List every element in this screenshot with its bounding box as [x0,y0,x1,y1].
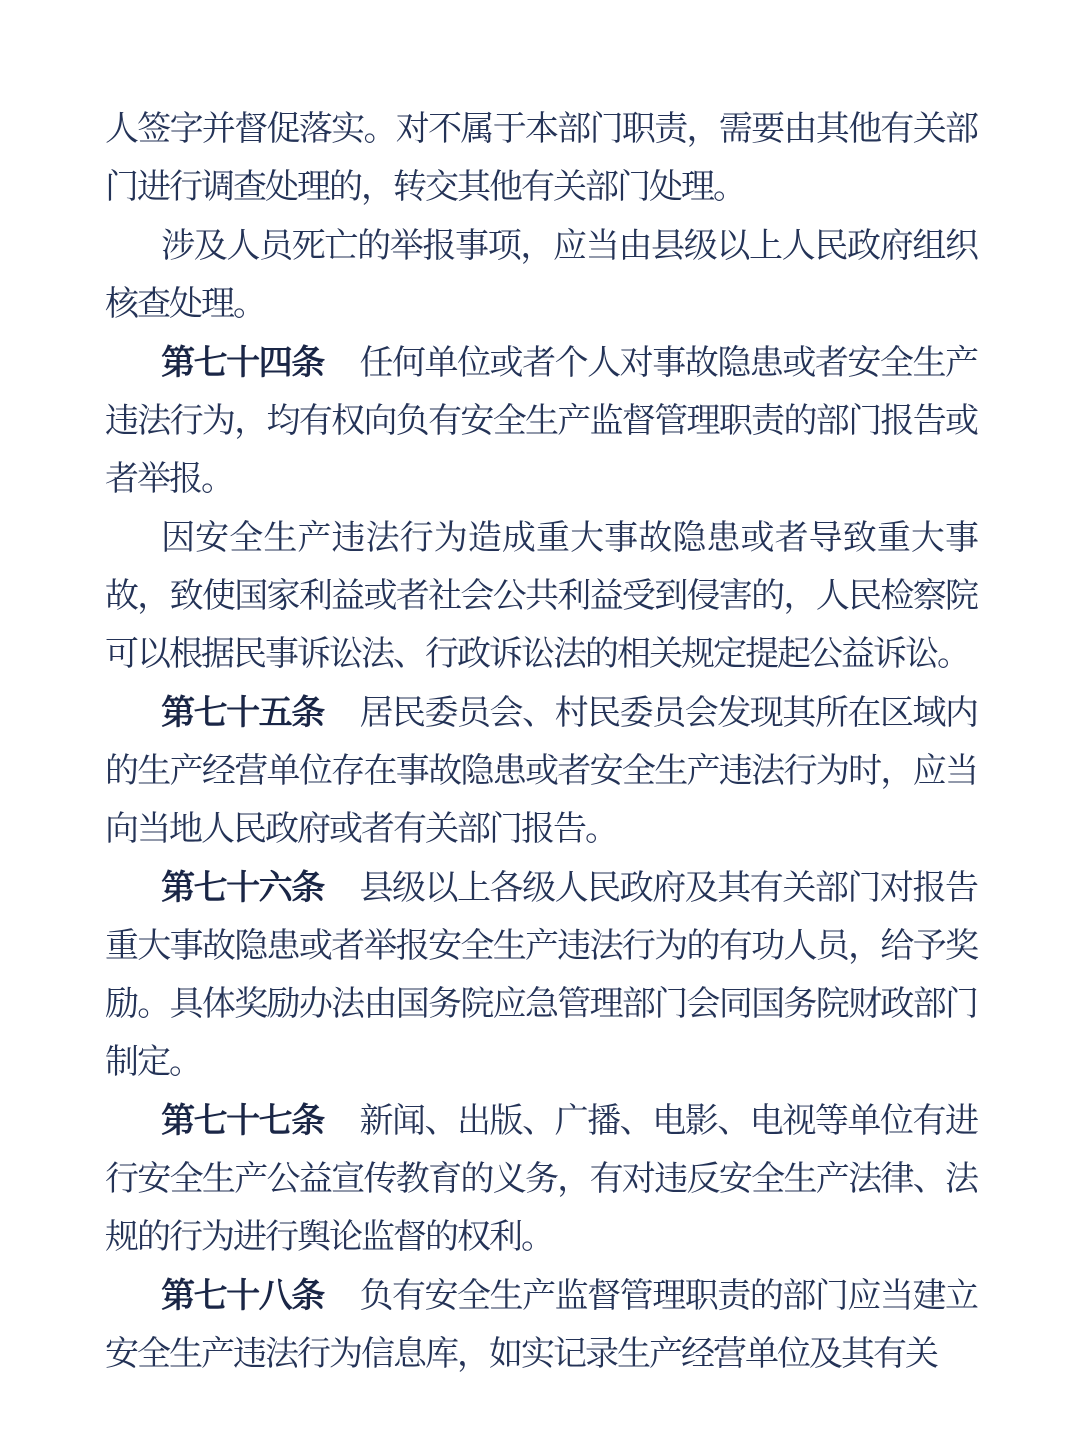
paragraph-text: 新闻、出版、广播、电影、电视等单位有进行安全生产公益宣传教育的义务，有对违反安全生产法律、法规的行为进行舆论监督的权利。 [105,1103,977,1256]
paragraph-text: 人签字并督促落实。对不属于本部门职责，需要由其他有关部门进行调查处理的，转交其他有关部门处理。 [105,111,977,206]
paragraph-text: 因安全生产违法行为造成重大事故隐患或者导致重大事故，致使国家利益或者社会公共利益受到侵害的，人民检察院可以根据民事诉讼法、行政诉讼法的相关规定提起公益诉讼。 [105,520,977,673]
paragraph-text: 居民委员会、村民委员会发现其所在区域内的生产经营单位存在事故隐患或者安全生产违法行为时，应当向当地人民政府或者有关部门报告。 [105,695,977,848]
article-number-label: 第七十六条 [161,869,324,907]
paragraph-text: 涉及人员死亡的举报事项，应当由县级以上人民政府组织核查处理。 [105,228,977,323]
paragraph-article-78 [105,1267,977,1384]
paragraph [105,100,977,217]
paragraph-text: 负有安全生产监督管理职责的部门应当建立安全生产违法行为信息库，如实记录生产经营单位及其有关 [105,1278,977,1373]
paragraph [105,217,977,334]
paragraph-article-77 [105,1092,977,1267]
article-number-label: 第七十七条 [161,1102,324,1140]
paragraph-article-76 [105,859,977,1092]
article-number-label: 第七十八条 [161,1277,324,1315]
paragraph-article-74 [105,334,977,509]
article-number-label: 第七十四条 [161,344,324,382]
paragraph-text: 县级以上各级人民政府及其有关部门对报告重大事故隐患或者举报安全生产违法行为的有功人员，给予奖励。具体奖励办法由国务院应急管理部门会同国务院财政部门制定。 [105,870,977,1081]
paragraph-article-75 [105,684,977,859]
paragraph [105,509,977,684]
paragraph-text: 任何单位或者个人对事故隐患或者安全生产违法行为，均有权向负有安全生产监督管理职责的部门报告或者举报。 [105,345,977,498]
article-number-label: 第七十五条 [161,694,324,732]
legal-text-body [105,100,977,1384]
